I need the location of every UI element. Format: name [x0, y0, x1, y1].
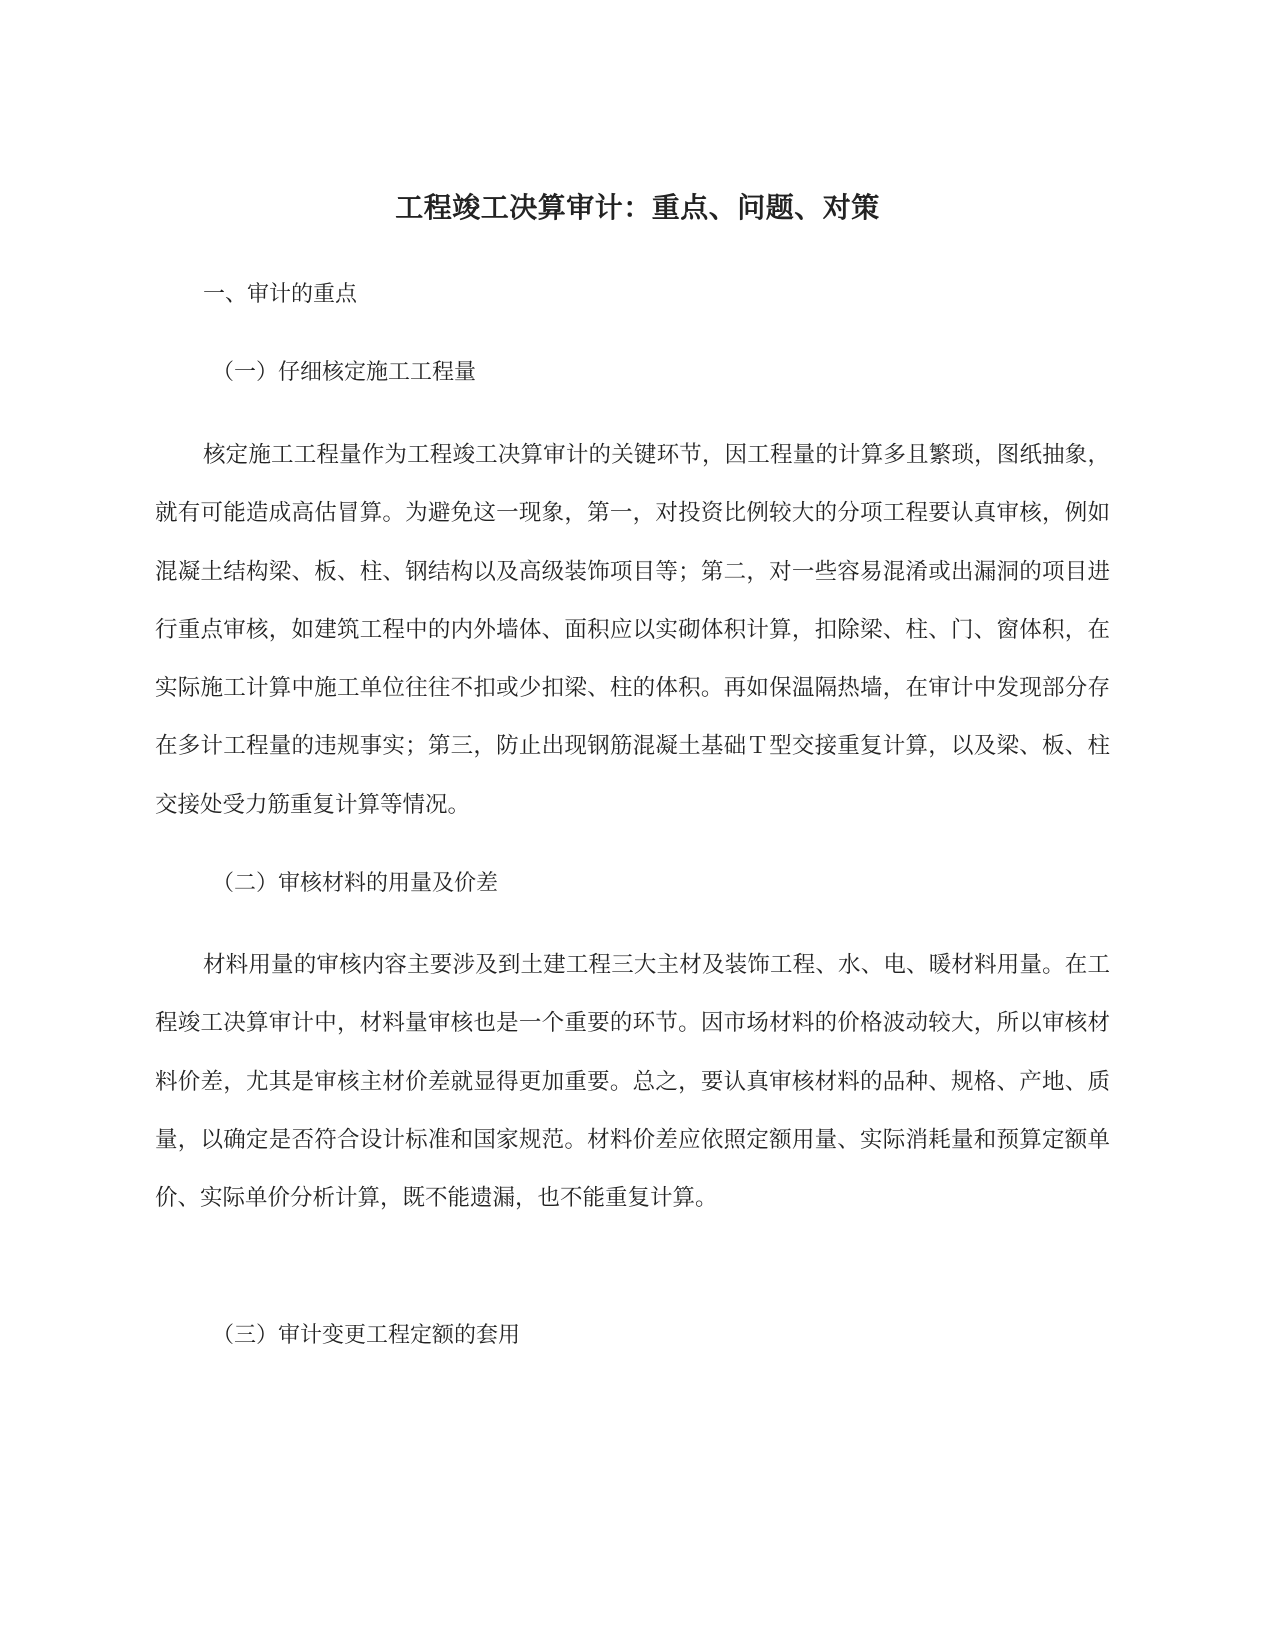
- paragraph-materials: 材料用量的审核内容主要涉及到土建工程三大主材及装饰工程、水、电、暖材料用量。在工程竣工决算审计中，材料量审核也是一个重要的环节。因市场材料的价格波动较大，所以审核材料价差，尤其是审核主材价差就显得更加重要。总之，要认真审核材料的品种、规格、产地、质量，以确定是否符合设计标准和国家规范。材料价差应依照定额用量、实际消耗量和预算定额单价、实际单价分析计算，既不能遗漏，也不能重复计算。: [155, 952, 1110, 1212]
- subsection-heading-materials: （二）审核材料的用量及价差: [212, 871, 499, 896]
- section-heading-audit-focus: 一、审计的重点: [203, 282, 358, 307]
- paragraph-quantity: 核定施工工程量作为工程竣工决算审计的关键环节，因工程量的计算多且繁琐，图纸抽象，就有可能造成高估冒算。为避免这一现象，第一，对投资比例较大的分项工程要认真审核，例如混凝土结构梁、板、柱、钢结构以及高级装饰项目等；第二，对一些容易混淆或出漏洞的项目进行重点审核，如建筑工程中的内外墙体、面积应以实砌体积计算，扣除梁、柱、门、窗体积，在实际施工计算中施工单位往往不扣或少扣梁、柱的体积。再如保温隔热墙，在审计中发现部分存在多计工程量的违规事实；第三，防止出现钢筋混凝土基础Ｔ型交接重复计算，以及梁、板、柱交接处受力筋重复计算等情况。: [155, 442, 1110, 818]
- subsection-heading-quantity: （一）仔细核定施工工程量: [212, 360, 477, 385]
- subsection-heading-change-quota: （三）审计变更工程定额的套用: [212, 1323, 521, 1348]
- document-title: 工程竣工决算审计：重点、问题、对策: [395, 191, 880, 224]
